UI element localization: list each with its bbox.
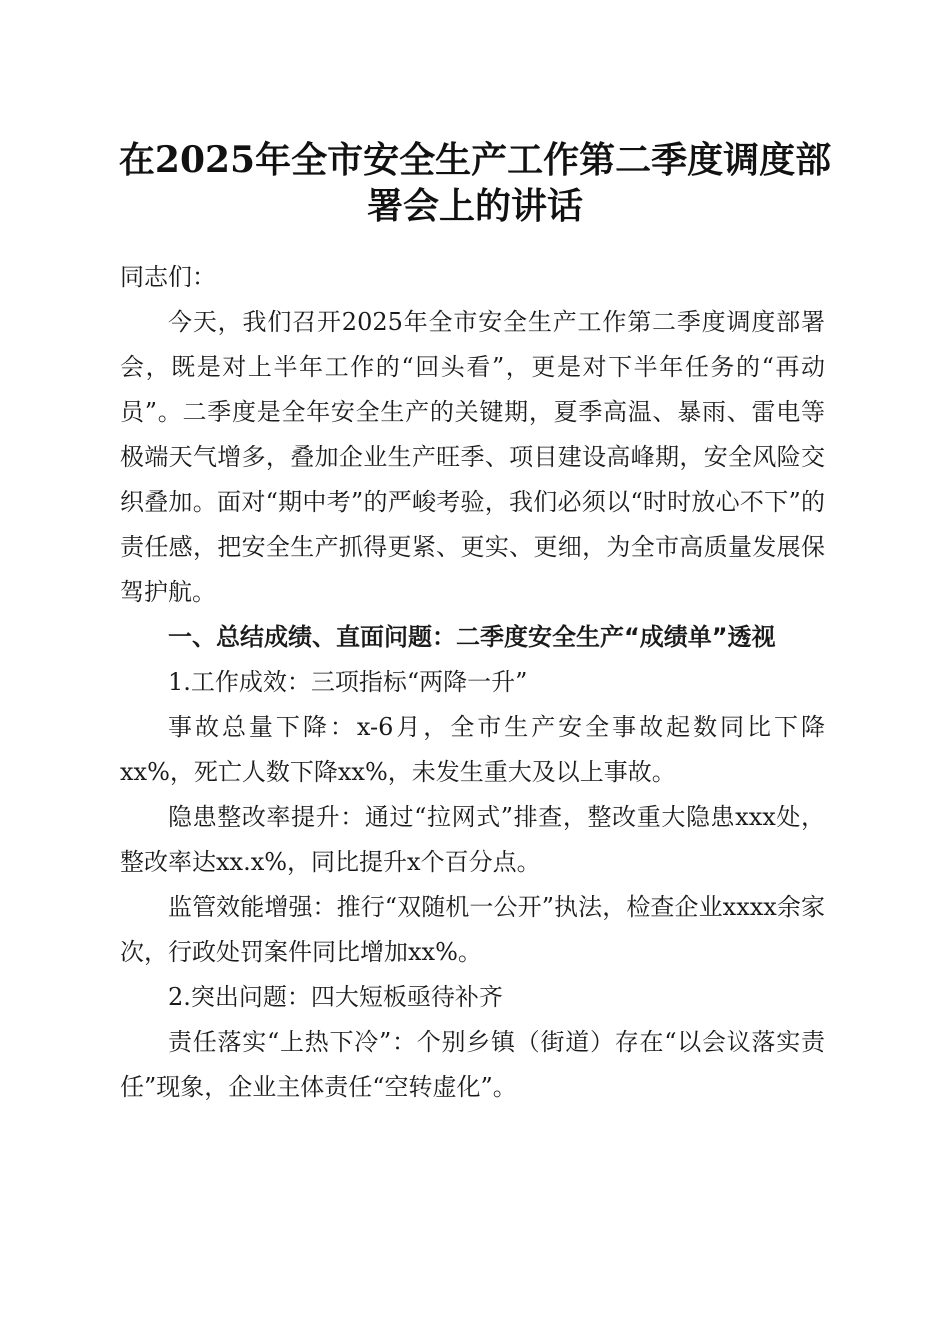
subheading-work-results: 1.工作成效：三项指标“两降一升” <box>168 668 528 696</box>
salutation: 同志们： <box>120 263 216 291</box>
paragraph-supervision: 监管效能增强：推行“双随机一公开”执法，检查企业xxxx余家次，行政处罚案件同比增加xx%。 <box>120 893 825 966</box>
paragraph-responsibility: 责任落实“上热下冷”：个别乡镇（街道）存在“以会议落实责任”现象，企业主体责任“空转虚化”。 <box>120 1028 825 1101</box>
document-title: 在2025年全市安全生产工作第二季度调度部署会上的讲话 <box>118 139 832 227</box>
section-heading-1: 一、总结成绩、直面问题：二季度安全生产“成绩单”透视 <box>168 623 776 651</box>
document-body <box>120 255 825 1110</box>
intro-paragraph: 今天，我们召开2025年全市安全生产工作第二季度调度部署会，既是对上半年工作的“回头看”，更是对下半年任务的“再动员”。二季度是全年安全生产的关键期，夏季高温、暴雨、雷电等极端天气增多，叠加企业生产旺季、项目建设高峰期，安全风险交织叠加。面对“期中考”的严峻考验，我们必须以“时时放心不下”的责任感，把安全生产抓得更紧、更实、更细，为全市高质量发展保驾护航。 <box>120 308 825 606</box>
paragraph-accidents: 事故总量下降：x-6月，全市生产安全事故起数同比下降xx%，死亡人数下降xx%，未发生重大及以上事故。 <box>120 713 825 786</box>
paragraph-hazards: 隐患整改率提升：通过“拉网式”排查，整改重大隐患xxx处，整改率达xx.x%，同比提升x个百分点。 <box>120 803 825 876</box>
subheading-problems: 2.突出问题：四大短板亟待补齐 <box>168 983 503 1011</box>
